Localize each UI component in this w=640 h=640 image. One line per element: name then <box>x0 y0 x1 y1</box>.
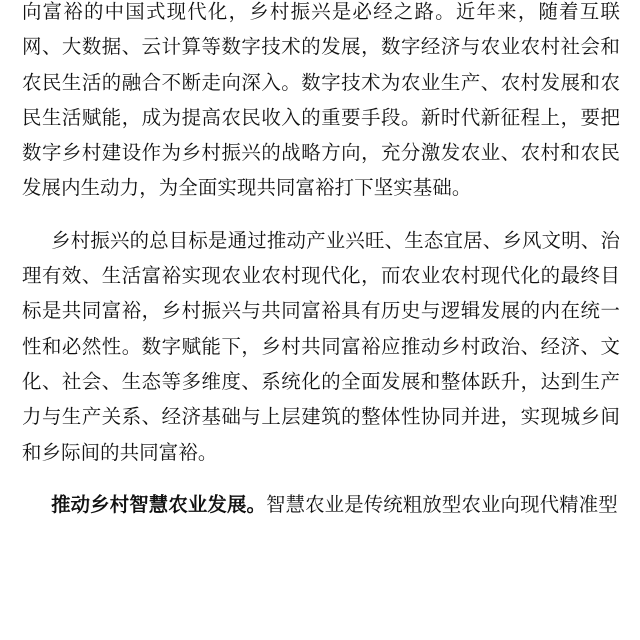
article-body <box>22 0 620 522</box>
paragraph-rural-revitalization-path: 向富裕的中国式现代化，乡村振兴是必经之路。近年来，随着互联网、大数据、云计算等数字技术的发展，数字经济与农业农村社会和农民生活的融合不断走向深入。数字技术为农业生产、农村发展和农民生活赋能，成为提高农民收入的重要手段。新时代新征程上，要把数字乡村建设作为乡村振兴的战略方向，充分激发农业、农村和农民发展内生动力，为全面实现共同富裕打下坚实基础。 <box>22 0 620 200</box>
paragraph-common-prosperity-goal: 乡村振兴的总目标是通过推动产业兴旺、生态宜居、乡风文明、治理有效、生活富裕实现农业农村现代化，而农业农村现代化的最终目标是共同富裕，乡村振兴与共同富裕具有历史与逻辑发展的内在统一性和必然性。数字赋能下，乡村共同富裕应推动乡村政治、经济、文化、社会、生态等多维度、系统化的全面发展和整体跃升，达到生产力与生产关系、经济基础与上层建筑的整体性协同并进，实现城乡间和乡际间的共同富裕。 <box>22 228 620 464</box>
section-body-text: 智慧农业是传统粗放型农业向现代精准型 <box>266 492 618 516</box>
section-lead-heading: 推动乡村智慧农业发展。 <box>51 492 267 516</box>
paragraph-smart-agriculture <box>22 487 620 522</box>
paragraph-gap <box>22 470 620 487</box>
paragraph-gap <box>22 206 620 223</box>
